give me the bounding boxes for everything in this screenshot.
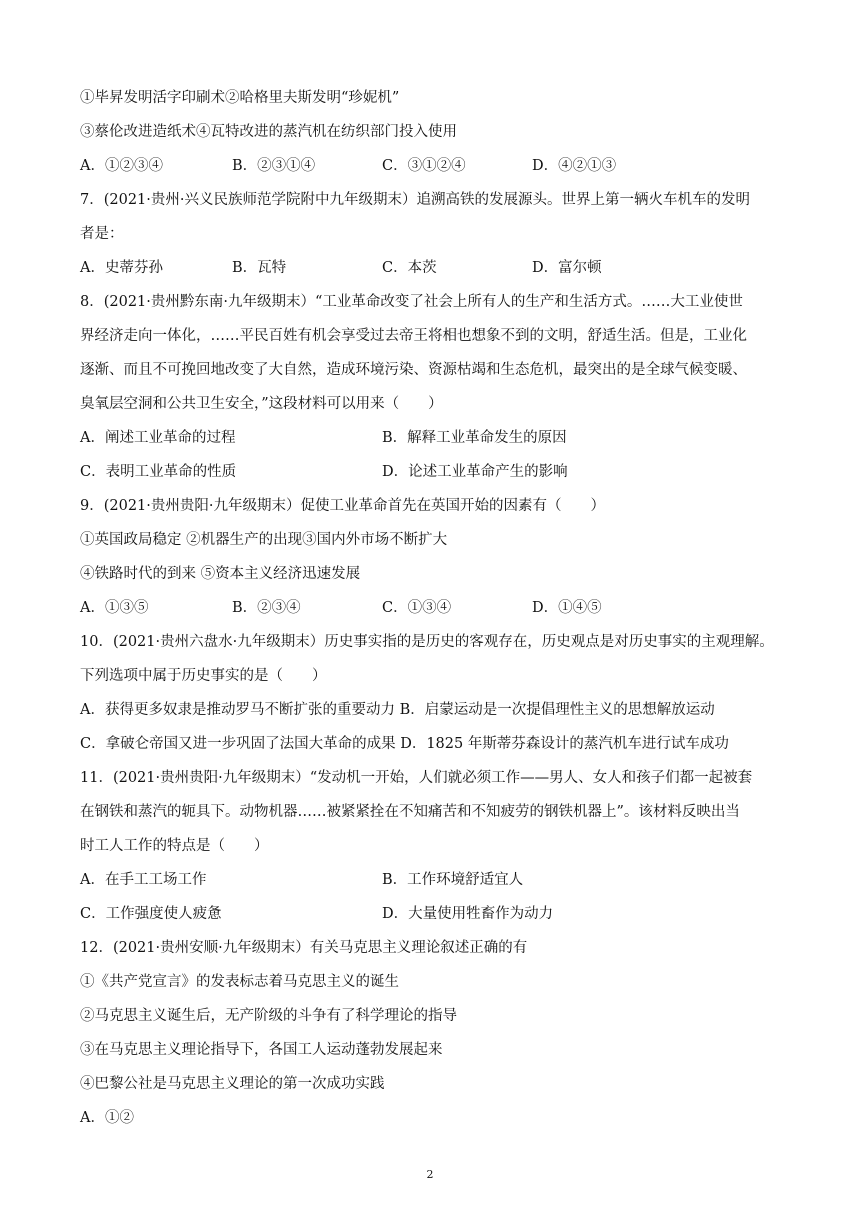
q11-option-a: A．在手工工场工作 xyxy=(80,872,207,888)
q8-option-d: D．论述工业革命产生的影响 xyxy=(382,464,568,480)
q8-options-row-2 xyxy=(80,462,800,482)
q11-option-d: D．大量使用牲畜作为动力 xyxy=(382,906,554,922)
q12-statement-line-1: ①《共产党宣言》的发表标志着马克思主义的诞生 xyxy=(80,974,399,990)
q11-stem-line-2: 在钢铁和蒸汽的轭具下。动物机器……被紧紧拴在不知痛苦和不知疲劳的钢铁机器上”。该材料反映出当 xyxy=(80,804,740,820)
q7-option-a: A．史蒂芬孙 xyxy=(80,260,163,276)
q12-statement-line-2: ②马克思主义诞生后，无产阶级的斗争有了科学理论的指导 xyxy=(80,1008,457,1024)
q12-option-a: A．①② xyxy=(80,1110,134,1126)
q7-option-d: D．富尔顿 xyxy=(532,260,602,276)
q7-option-c: C．本茨 xyxy=(382,260,437,276)
q8-option-c: C．表明工业革命的性质 xyxy=(80,464,237,480)
q6-statement-line-1: ①毕昇发明活字印刷术②哈格里夫斯发明“珍妮机” xyxy=(80,90,400,106)
q9-option-c: C．①③④ xyxy=(382,600,452,616)
page-number: 2 xyxy=(426,1168,434,1181)
q6-option-d: D．④②①③ xyxy=(532,158,617,174)
q6-option-a: A．①②③④ xyxy=(80,158,163,174)
q10-stem-line-2: 下列选项中属于历史事实的是（ ） xyxy=(80,668,327,684)
q11-stem-line-1: 11．(2021·贵州贵阳·九年级期末）“发动机一开始，人们就必须工作——男人、女人和孩子们都一起被套 xyxy=(80,770,753,786)
q12-statement-line-3: ③在马克思主义理论指导下，各国工人运动蓬勃发展起来 xyxy=(80,1042,443,1058)
q9-statement-line-1: ①英国政局稳定 ②机器生产的出现③国内外市场不断扩大 xyxy=(80,532,448,548)
q12-statement-line-4: ④巴黎公社是马克思主义理论的第一次成功实践 xyxy=(80,1076,385,1092)
q8-option-a: A．阐述工业革命的过程 xyxy=(80,430,236,446)
q11-options-row-1 xyxy=(80,870,800,890)
q7-stem-line-1: 7．(2021·贵州·兴义民族师范学院附中九年级期末）追溯高铁的发展源头。世界上第一辆火车机车的发明 xyxy=(80,192,750,208)
q8-options-row-1 xyxy=(80,428,800,448)
q8-stem-line-4: 臭氧层空洞和公共卫生安全，”这段材料可以用来（ ） xyxy=(80,396,443,412)
q8-stem-line-2: 界经济走向一体化，……平民百姓有机会享受过去帝王将相也想象不到的文明，舒适生活。但是，工业化 xyxy=(80,328,747,344)
q12-stem-line-1: 12．(2021·贵州安顺·九年级期末）有关马克思主义理论叙述正确的有 xyxy=(80,940,528,956)
q6-statement-line-2: ③蔡伦改进造纸术④瓦特改进的蒸汽机在纺织部门投入使用 xyxy=(80,124,457,140)
q6-options xyxy=(80,156,800,176)
q11-stem-line-3: 时工人工作的特点是（ ） xyxy=(80,838,269,854)
q7-options xyxy=(80,258,800,278)
q7-option-b: B．瓦特 xyxy=(232,260,287,276)
q8-stem-line-3: 逐渐、而且不可挽回地改变了大自然，造成环境污染、资源枯竭和生态危机，最突出的是全球气候变暖、 xyxy=(80,362,747,378)
q9-options xyxy=(80,598,800,618)
q8-option-b: B．解释工业革命发生的原因 xyxy=(382,430,567,446)
q9-statement-line-2: ④铁路时代的到来 ⑤资本主义经济迅速发展 xyxy=(80,566,361,582)
q10-options-row-2: C．拿破仑帝国又进一步巩固了法国大革命的成果 D．1825 年斯蒂芬森设计的蒸汽机车进行试车成功 xyxy=(80,736,729,752)
q11-option-b: B．工作环境舒适宜人 xyxy=(382,872,524,888)
q9-option-a: A．①③⑤ xyxy=(80,600,149,616)
q6-option-c: C．③①②④ xyxy=(382,158,466,174)
q6-option-b: B．②③①④ xyxy=(232,158,316,174)
q8-stem-line-1: 8．(2021·贵州黔东南·九年级期末）“工业革命改变了社会上所有人的生产和生活方式。……大工业使世 xyxy=(80,294,743,310)
q11-option-c: C．工作强度使人疲惫 xyxy=(80,906,222,922)
q11-options-row-2 xyxy=(80,904,800,924)
q9-option-d: D．①④⑤ xyxy=(532,600,602,616)
q9-stem-line-1: 9．(2021·贵州贵阳·九年级期末）促使工业革命首先在英国开始的因素有（ ） xyxy=(80,498,605,514)
q7-stem-line-2: 者是： xyxy=(80,226,124,242)
q10-options-row-1: A．获得更多奴隶是推动罗马不断扩张的重要动力 B．启蒙运动是一次提倡理性主义的思想解放运动 xyxy=(80,702,715,718)
q10-stem-line-1: 10．(2021·贵州六盘水·九年级期末）历史事实指的是历史的客观存在，历史观点是对历史事实的主观理解。 xyxy=(80,634,774,650)
q9-option-b: B．②③④ xyxy=(232,600,301,616)
